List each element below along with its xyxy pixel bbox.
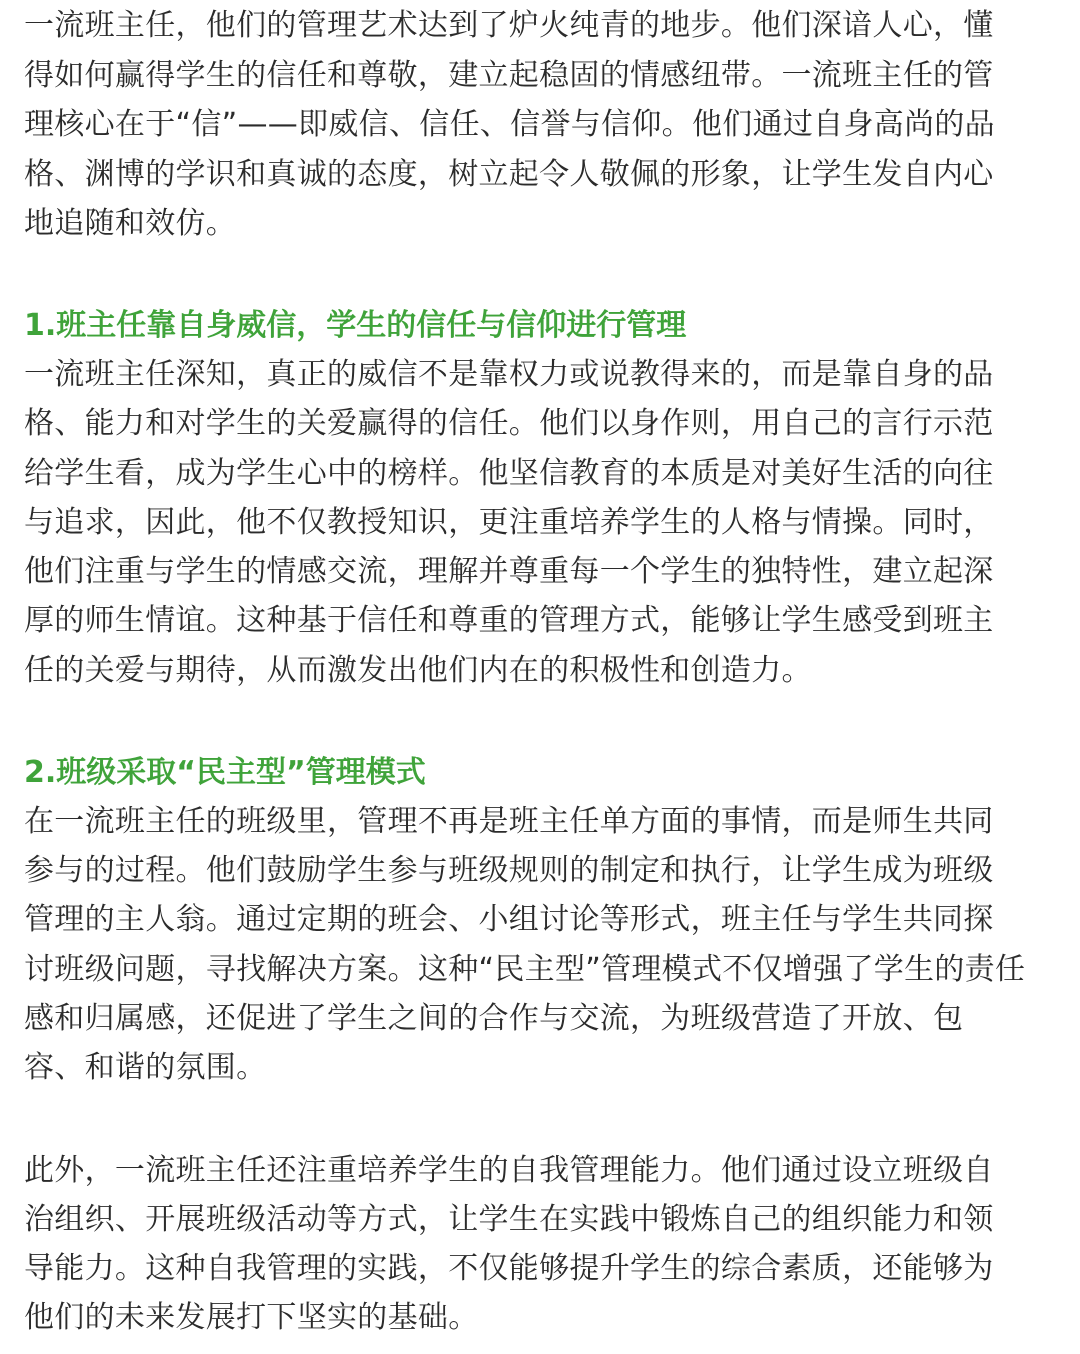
intro-line-3: 理核心在于“信”——即威信、信任、信誉与信仰。他们通过自身高尚的品 [24, 107, 995, 142]
closing-line-4: 他们的未来发展打下坚实的基础。 [24, 1300, 479, 1335]
intro-line-1: 一流班主任，他们的管理艺术达到了炉火纯青的地步。他们深谙人心，懂 [24, 8, 994, 43]
closing-line-2: 治组织、开展班级活动等方式，让学生在实践中锻炼自己的组织能力和领 [24, 1202, 994, 1237]
section-2-line-3: 管理的主人翁。通过定期的班会、小组讨论等形式，班主任与学生共同探 [24, 902, 994, 937]
section-1-line-1: 一流班主任深知，真正的威信不是靠权力或说教得来的，而是靠自身的品 [24, 357, 994, 392]
section-2-heading: 2.班级采取“民主型”管理模式 [24, 755, 426, 790]
closing-line-1: 此外，一流班主任还注重培养学生的自我管理能力。他们通过设立班级自 [24, 1153, 994, 1188]
section-1-heading: 1.班主任靠自身威信，学生的信任与信仰进行管理 [24, 308, 687, 343]
section-1-line-5: 他们注重与学生的情感交流，理解并尊重每一个学生的独特性，建立起深 [24, 554, 994, 589]
intro-line-5: 地追随和效仿。 [24, 206, 237, 241]
intro-line-2: 得如何赢得学生的信任和尊敬，建立起稳固的情感纽带。一流班主任的管 [24, 58, 994, 93]
section-2-line-2: 参与的过程。他们鼓励学生参与班级规则的制定和执行，让学生成为班级 [24, 853, 994, 888]
section-1-line-3: 给学生看，成为学生心中的榜样。他坚信教育的本质是对美好生活的向往 [24, 456, 994, 491]
section-2-line-1: 在一流班主任的班级里，管理不再是班主任单方面的事情，而是师生共同 [24, 804, 994, 839]
section-2-line-5: 感和归属感，还促进了学生之间的合作与交流，为班级营造了开放、包 [24, 1001, 964, 1036]
section-2-line-4: 讨班级问题，寻找解决方案。这种“民主型”管理模式不仅增强了学生的责任 [24, 952, 1026, 987]
section-1-line-6: 厚的师生情谊。这种基于信任和尊重的管理方式，能够让学生感受到班主 [24, 603, 994, 638]
closing-line-3: 导能力。这种自我管理的实践，不仅能够提升学生的综合素质，还能够为 [24, 1251, 994, 1286]
section-1-line-2: 格、能力和对学生的关爱赢得的信任。他们以身作则，用自己的言行示范 [24, 406, 994, 441]
section-1-line-7: 任的关爱与期待，从而激发出他们内在的积极性和创造力。 [24, 653, 812, 688]
section-1-line-4: 与追求，因此，他不仅教授知识，更注重培养学生的人格与情操。同时， [24, 505, 994, 540]
intro-line-4: 格、渊博的学识和真诚的态度，树立起令人敬佩的形象，让学生发自内心 [24, 157, 994, 192]
section-2-line-6: 容、和谐的氛围。 [24, 1050, 267, 1085]
